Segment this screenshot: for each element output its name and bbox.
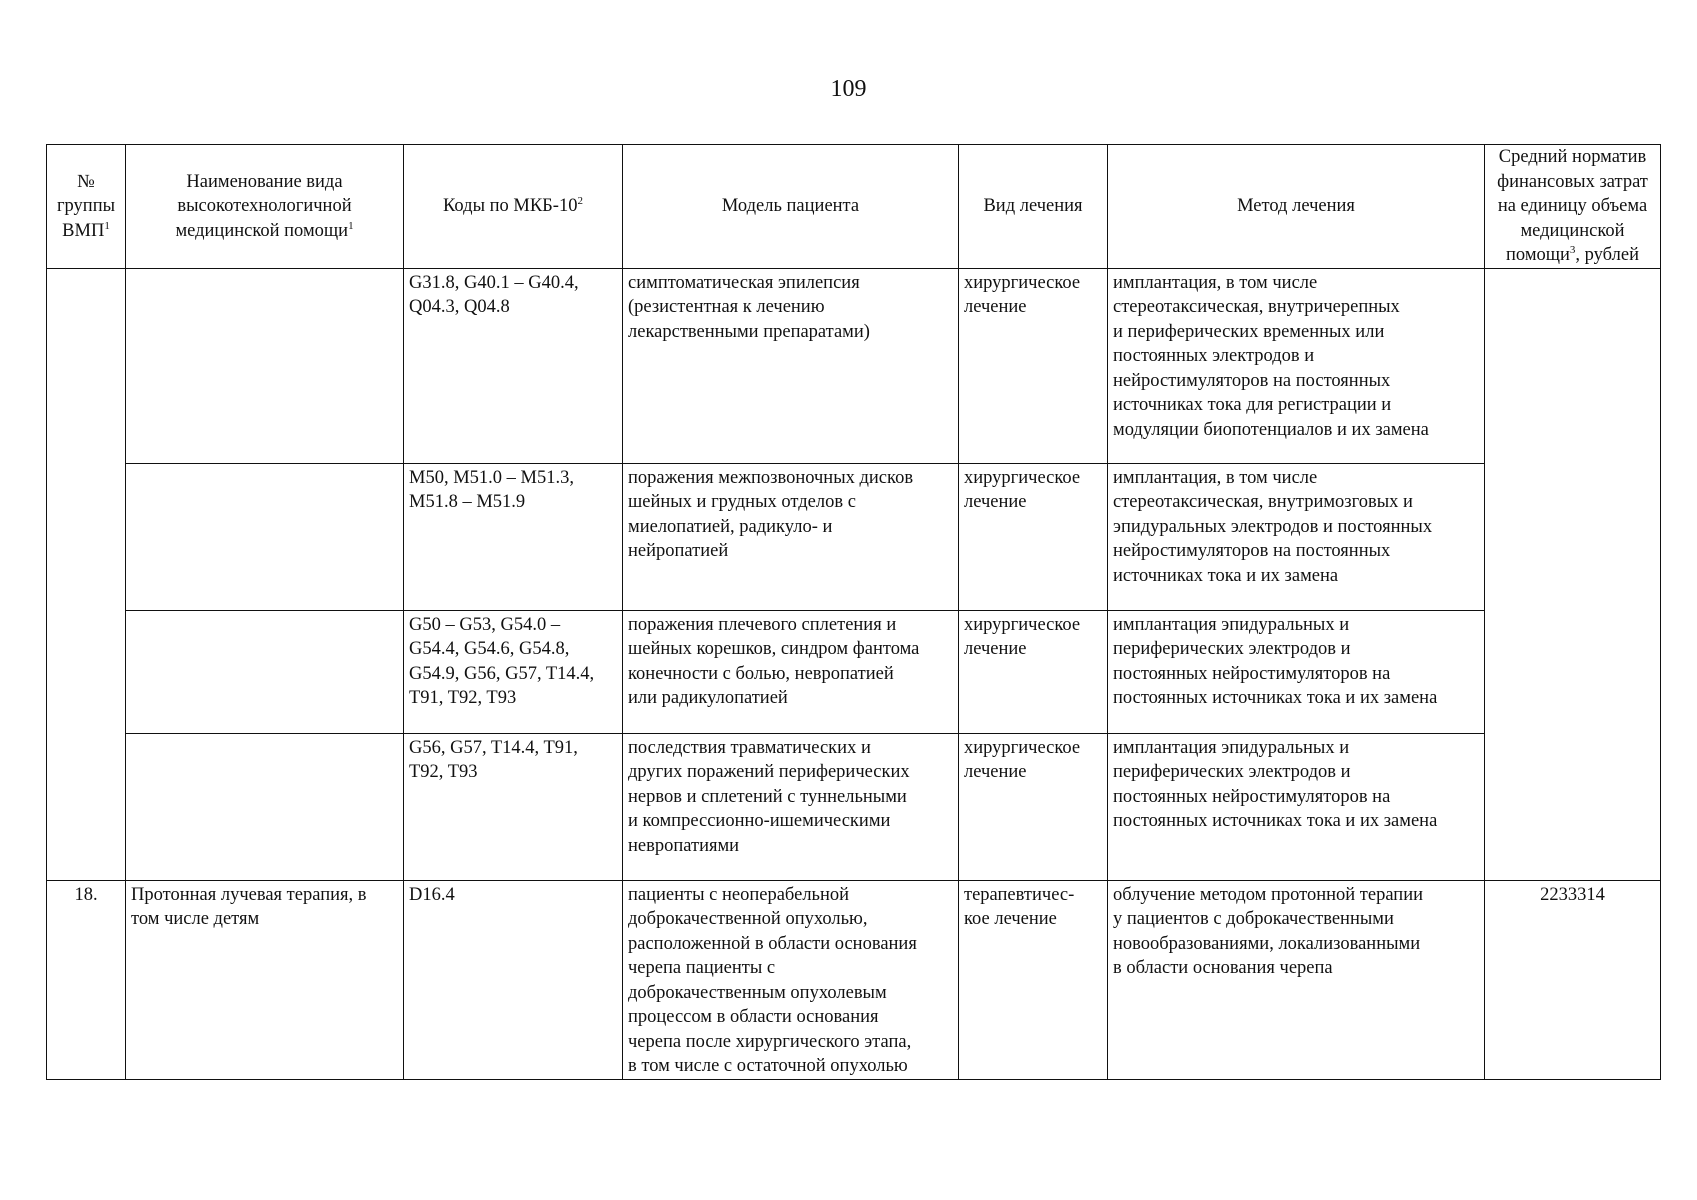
vmp-table [46,144,1661,1080]
care-type-name-cell [126,610,404,733]
patient-model-cell: последствия травматических и других поражений периферических нервов и сплетений с туннельными и компрессионно-ишемическими невропатиями [623,733,959,880]
treatment-type-cell: терапевтичес- кое лечение [959,880,1108,1079]
icd-codes-cell: G56, G57, T14.4, T91, T92, T93 [404,733,623,880]
average-cost-cell [1485,268,1661,880]
treatment-type-cell: хирургическое лечение [959,268,1108,463]
patient-model-cell: пациенты с неоперабельной доброкачественной опухолью, расположенной в области основания черепа пациенты с доброкачественным опухолевым процессом в области основания черепа после хирургического этапа, в том числе с остаточной опухолью [623,880,959,1079]
table-row [47,880,1661,1079]
table-row [47,463,1661,610]
patient-model-cell: симптоматическая эпилепсия (резистентная к лечению лекарственными препаратами) [623,268,959,463]
treatment-method-cell: имплантация эпидуральных и периферических электродов и постоянных нейростимуляторов на постоянных источниках тока и их замена [1108,610,1485,733]
icd-codes-cell: D16.4 [404,880,623,1079]
patient-model-cell: поражения плечевого сплетения и шейных корешков, синдром фантома конечности с болью, невропатией или радикулопатией [623,610,959,733]
header-treatment-method: Метод лечения [1108,145,1485,269]
group-number-cell [47,268,126,880]
header-patient-model: Модель пациента [623,145,959,269]
header-treatment-type: Вид лечения [959,145,1108,269]
icd-codes-cell: G31.8, G40.1 – G40.4, Q04.3, Q04.8 [404,268,623,463]
header-group-number: № группы ВМП$^1$ [47,145,126,269]
treatment-method-cell: имплантация, в том числе стереотаксическая, внутримозговых и эпидуральных электродов и постоянных нейростимуляторов на постоянных источниках тока и их замена [1108,463,1485,610]
header-icd-codes: Коды по МКБ-$10^2$ [404,145,623,269]
care-type-name-cell: Протонная лучевая терапия, в том числе детям [126,880,404,1079]
table-row [47,268,1661,463]
header-care-type-name: Наименование вида высокотехнологичной медицинской помощи$^1$ [126,145,404,269]
icd-codes-cell: G50 – G53, G54.0 – G54.4, G54.6, G54.8, G54.9, G56, G57, T14.4, T91, T92, T93 [404,610,623,733]
treatment-type-cell: хирургическое лечение [959,733,1108,880]
header-average-cost: Средний норматив финансовых затрат на единицу объема медицинской помощи$^3$, рублей [1485,145,1661,269]
average-cost-cell: 2233314 [1485,880,1661,1079]
care-type-name-cell [126,463,404,610]
treatment-method-cell: облучение методом протонной терапии у пациентов с доброкачественными новообразованиями, локализованными в области основания черепа [1108,880,1485,1079]
table-row [47,733,1661,880]
group-number-cell: 18. [47,880,126,1079]
header-row [47,145,1661,269]
patient-model-cell: поражения межпозвоночных дисков шейных и грудных отделов с миелопатией, радикуло- и нейропатией [623,463,959,610]
care-type-name-cell [126,733,404,880]
treatment-type-cell: хирургическое лечение [959,610,1108,733]
treatment-type-cell: хирургическое лечение [959,463,1108,610]
page-number: 109 [830,76,867,102]
care-type-name-cell [126,268,404,463]
table-row [47,610,1661,733]
icd-codes-cell: M50, M51.0 – M51.3, M51.8 – M51.9 [404,463,623,610]
treatment-method-cell: имплантация, в том числе стереотаксическая, внутричерепных и периферических временных или постоянных электродов и нейростимуляторов на постоянных источниках тока для регистрации и модуляции биопотенциалов и их замена [1108,268,1485,463]
treatment-method-cell: имплантация эпидуральных и периферических электродов и постоянных нейростимуляторов на постоянных источниках тока и их замена [1108,733,1485,880]
